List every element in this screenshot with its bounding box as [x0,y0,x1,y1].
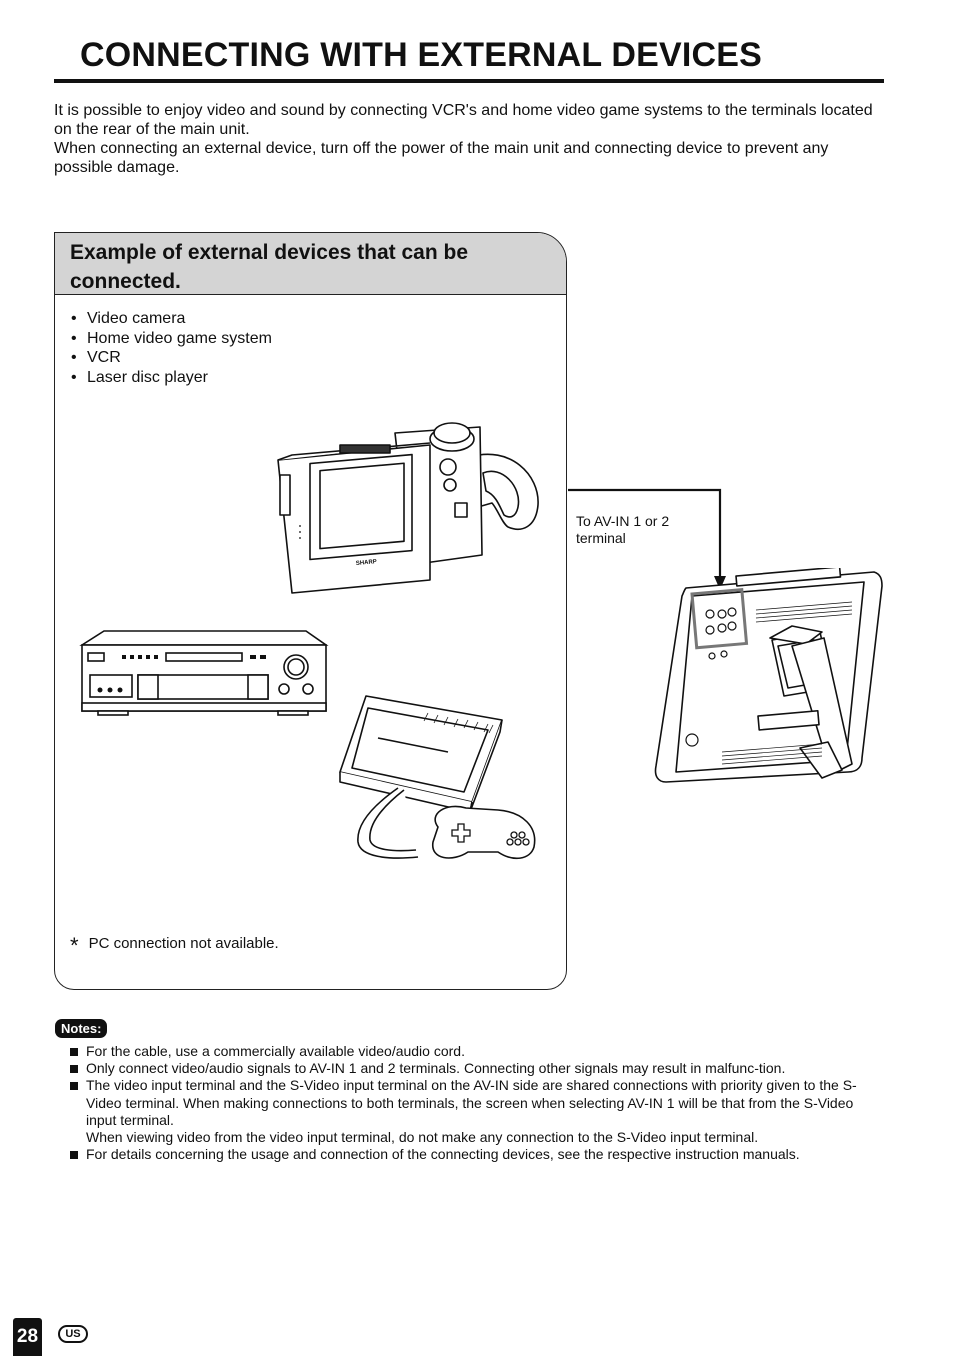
intro-text [54,101,884,177]
device-list [71,309,566,387]
notes-badge: Notes: [55,1019,107,1038]
camera-brand-text: SHARP [355,559,378,567]
note-item: Only connect video/audio signals to AV-IN 1 and 2 terminals. Connecting other signals may result in malfunc-tion. [69,1060,859,1077]
example-devices-box [54,232,567,990]
footnote-asterisk: * [70,933,79,958]
note-item [69,1077,859,1146]
device-item-game-system: • Home video game system [71,329,566,349]
intro-paragraph-2: When connecting an external device, turn off the power of the main unit and connecting device to prevent any possible damage. [54,140,829,176]
note-item: For details concerning the usage and connection of the connecting devices, see the respective instruction manuals. [69,1146,859,1163]
page-title: CONNECTING WITH EXTERNAL DEVICES [80,36,763,74]
note-item-text: The video input terminal and the S-Video input terminal on the AV-IN side are shared connections with priority given to the S-Video terminal. When making connections to both terminals, the screen when selecting AV-IN 1 will be that from the S-Video input terminal. [86,1077,857,1128]
device-item-laser-disc: • Laser disc player [71,368,566,388]
page-number: 28 [13,1318,42,1356]
example-box-heading: Example of external devices that can be connected. [55,233,566,295]
notes-list [69,1043,859,1163]
main-unit-rear-illustration [652,568,884,788]
note-item-continuation: When viewing video from the video input terminal, do not make any connection to the S-Video input terminal. [86,1129,759,1146]
cable-label: To AV-IN 1 or 2 terminal [576,513,670,546]
region-badge: US [58,1325,88,1343]
video-camera-illustration [270,415,545,595]
title-underline [54,79,884,83]
note-item: For the cable, use a commercially available video/audio cord. [69,1043,859,1060]
device-item-vcr: • VCR [71,348,566,368]
pc-footnote [70,933,279,959]
device-item-video-camera: • Video camera [71,309,566,329]
intro-paragraph-1: It is possible to enjoy video and sound by connecting VCR's and home video game systems to the terminals located on the rear of the main unit. [54,102,873,138]
pc-footnote-text: PC connection not available. [88,935,279,952]
game-console-illustration [338,692,543,868]
vcr-illustration [78,627,330,719]
